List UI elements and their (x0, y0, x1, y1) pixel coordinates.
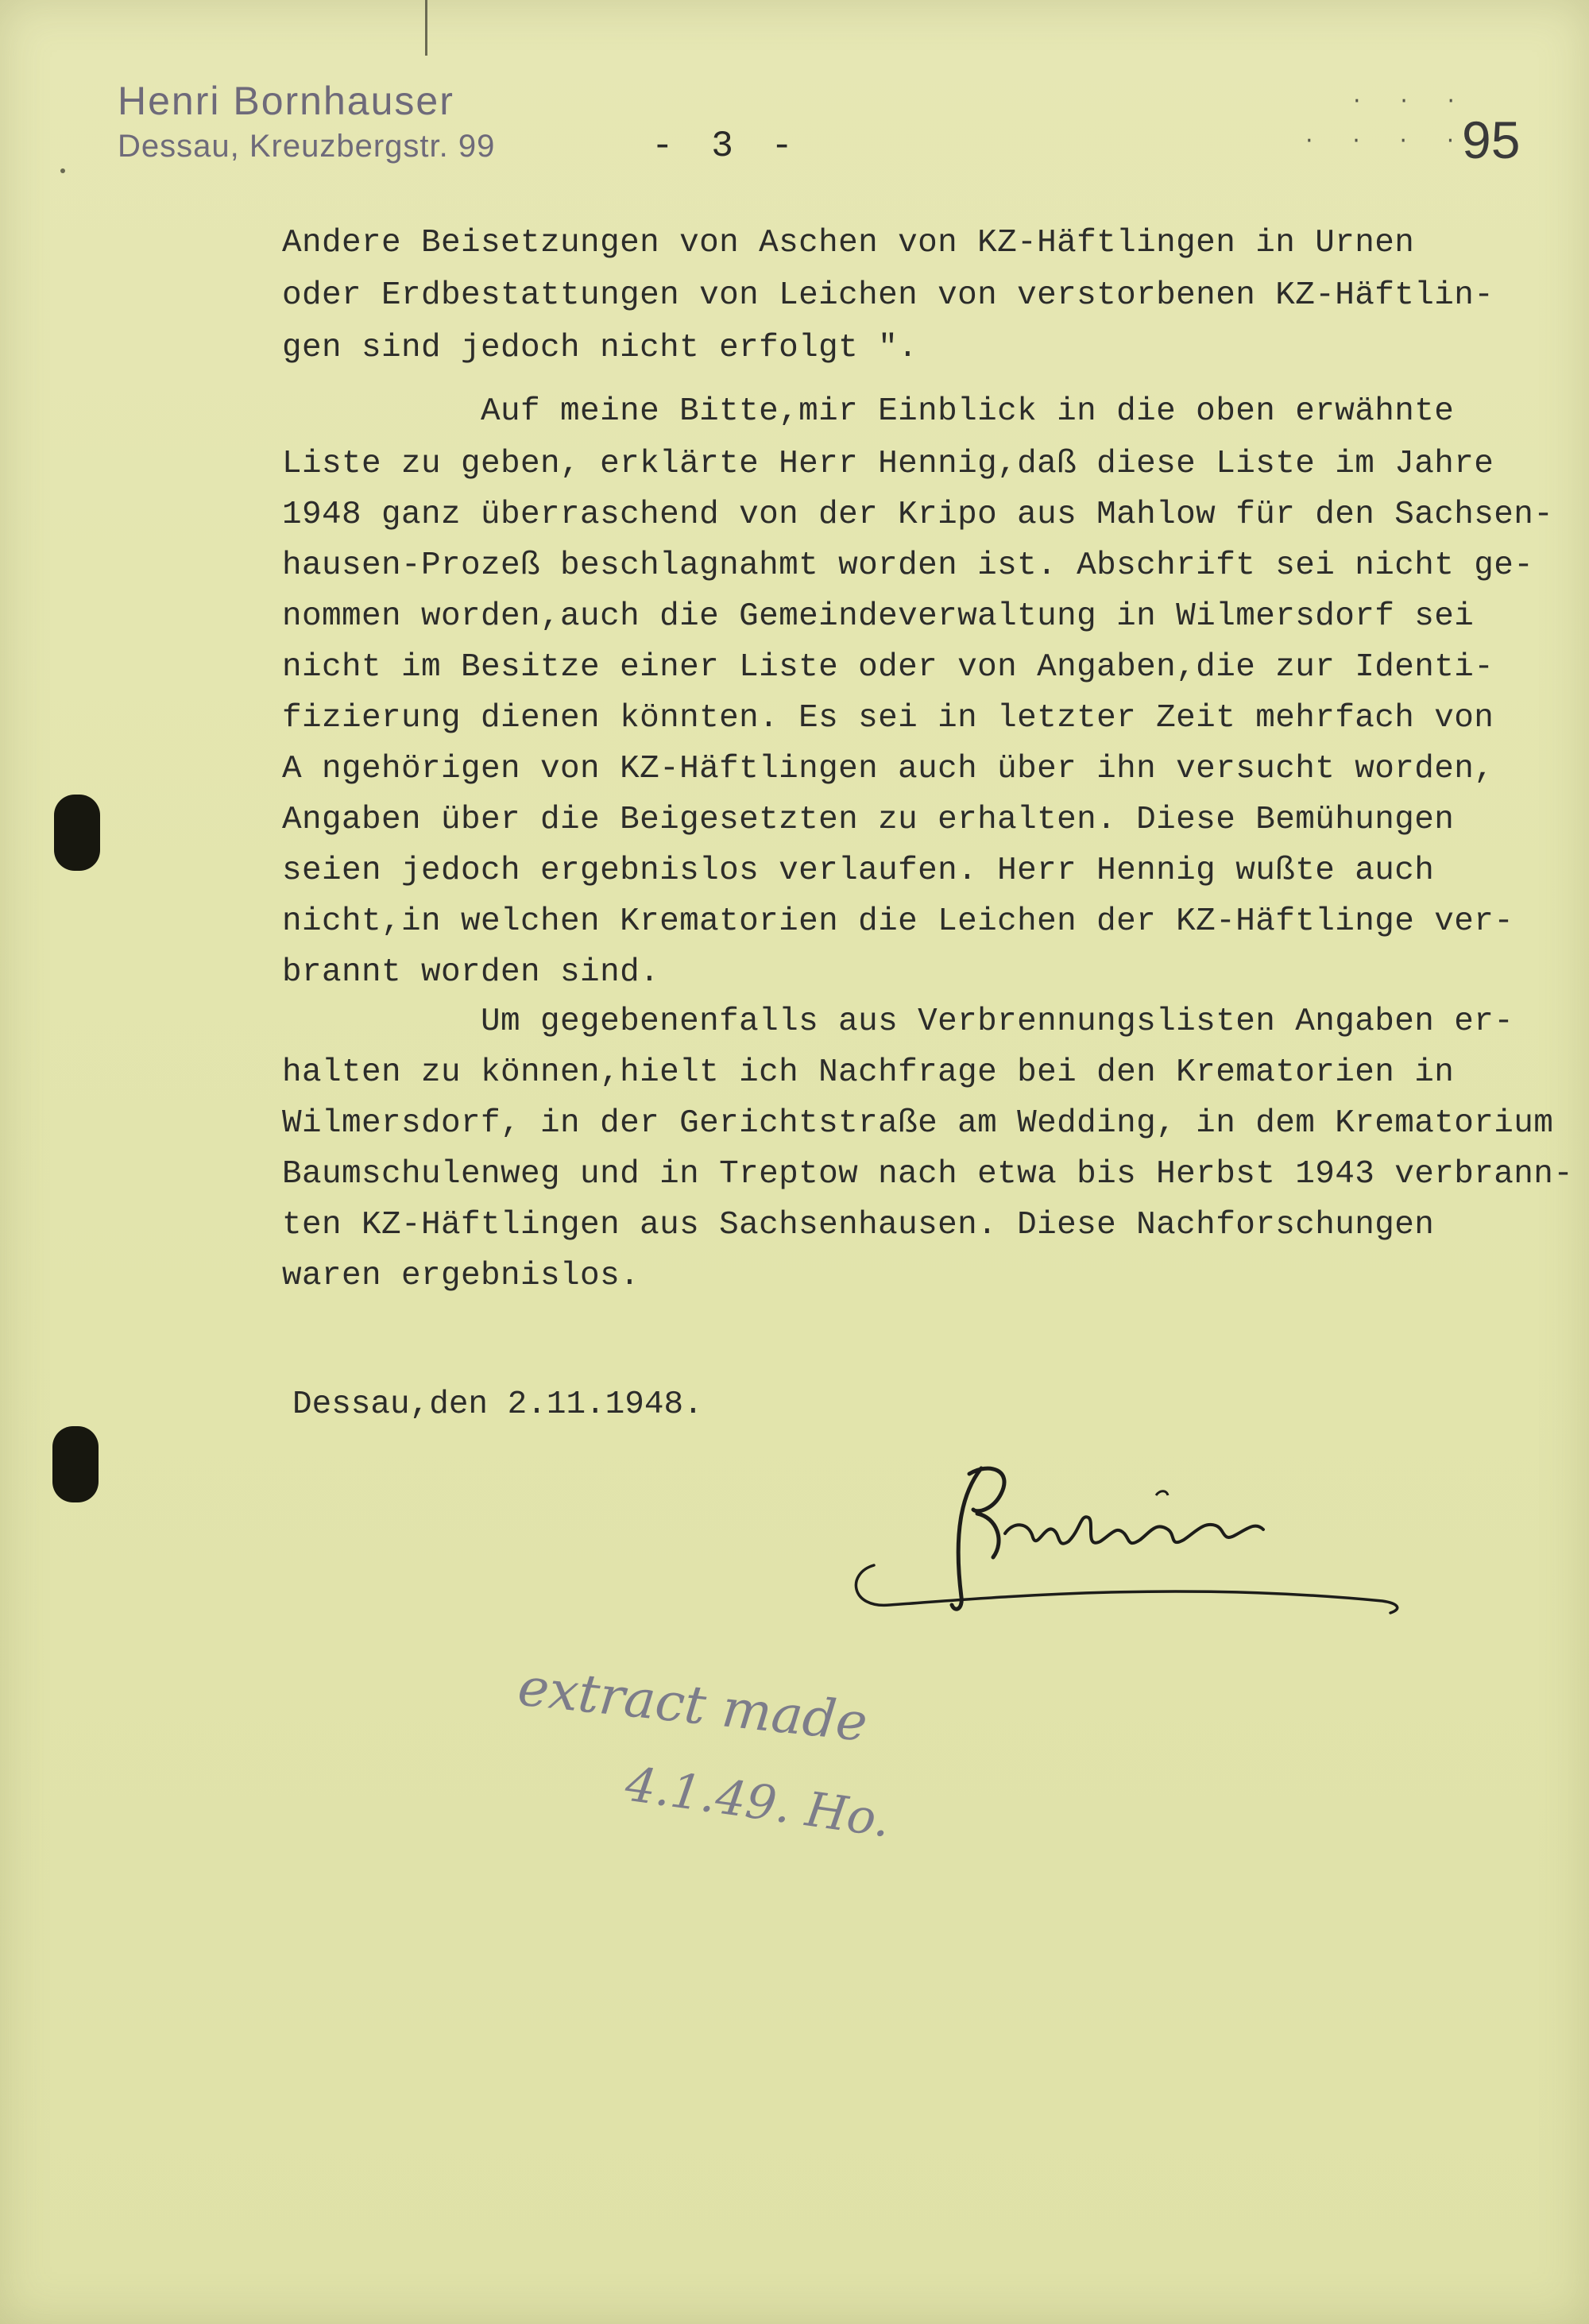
top-fold-mark (425, 0, 427, 56)
body-line: nicht im Besitze einer Liste oder von Angaben,die zur Identi- (282, 649, 1494, 686)
body-line: fizierung dienen könnten. Es sei in letzter Zeit mehrfach von (282, 700, 1494, 737)
body-line: ten KZ-Häftlingen aus Sachsenhausen. Diese Nachforschungen (282, 1207, 1435, 1243)
faint-dots-top: · · · (1351, 89, 1469, 113)
punch-hole-upper (54, 795, 100, 871)
body-line: Andere Beisetzungen von Aschen von KZ-Häftlingen in Urnen (282, 225, 1415, 261)
body-line: 1948 ganz überraschend von der Kripo aus Mahlow für den Sachsen- (282, 497, 1554, 533)
handwritten-signature (842, 1446, 1414, 1621)
folio-number: 95 (1462, 110, 1521, 169)
body-line: A ngehörigen von KZ-Häftlingen auch über ihn versucht worden, (282, 751, 1494, 787)
body-line: Auf meine Bitte,mir Einblick in die oben erwähnte (282, 393, 1455, 430)
body-line: hausen-Prozeß beschlagnahmt worden ist. Abschrift sei nicht ge- (282, 547, 1534, 584)
body-line: Liste zu geben, erklärte Herr Hennig,daß diese Liste im Jahre (282, 446, 1494, 482)
margin-dot (60, 168, 65, 173)
body-line: gen sind jedoch nicht erfolgt ". (282, 330, 918, 366)
pencil-annotation (508, 1637, 894, 1851)
body-line: oder Erdbestattungen von Leichen von verstorbenen KZ-Häftlin- (282, 277, 1494, 314)
body-line: halten zu können,hielt ich Nachfrage bei den Krematorien in (282, 1054, 1455, 1091)
body-line: Baumschulenweg und in Treptow nach etwa bis Herbst 1943 verbrann- (282, 1156, 1574, 1193)
body-line: nommen worden,auch die Gemeindeverwaltung in Wilmersdorf sei (282, 598, 1475, 635)
body-line: brannt worden sind. (282, 954, 660, 991)
punch-hole-lower (52, 1426, 99, 1502)
letterhead-address: Dessau, Kreuzbergstr. 99 (118, 129, 496, 164)
body-line: waren ergebnislos. (282, 1258, 640, 1294)
body-line: seien jedoch ergebnislos verlaufen. Herr Hennig wußte auch (282, 853, 1435, 889)
body-line: Um gegebenenfalls aus Verbrennungslisten Angaben er- (282, 1003, 1514, 1040)
page-label: - 3 - (651, 126, 802, 167)
body-line: Angaben über die Beigesetzten zu erhalten. Diese Bemühungen (282, 802, 1455, 838)
pencil-annotation-line2: 4.1.49. Ho. (621, 1756, 894, 1849)
body-line: nicht,in welchen Krematorien die Leichen der KZ-Häftlinge ver- (282, 903, 1514, 940)
faint-dots-folio: · · · · (1303, 129, 1468, 153)
pencil-annotation-line1: extract made (515, 1656, 871, 1754)
body-line: Wilmersdorf, in der Gerichtstraße am Wedding, in dem Krematorium (282, 1105, 1554, 1142)
letterhead-name: Henri Bornhauser (118, 79, 454, 123)
place-and-date: Dessau,den 2.11.1948. (292, 1386, 703, 1423)
